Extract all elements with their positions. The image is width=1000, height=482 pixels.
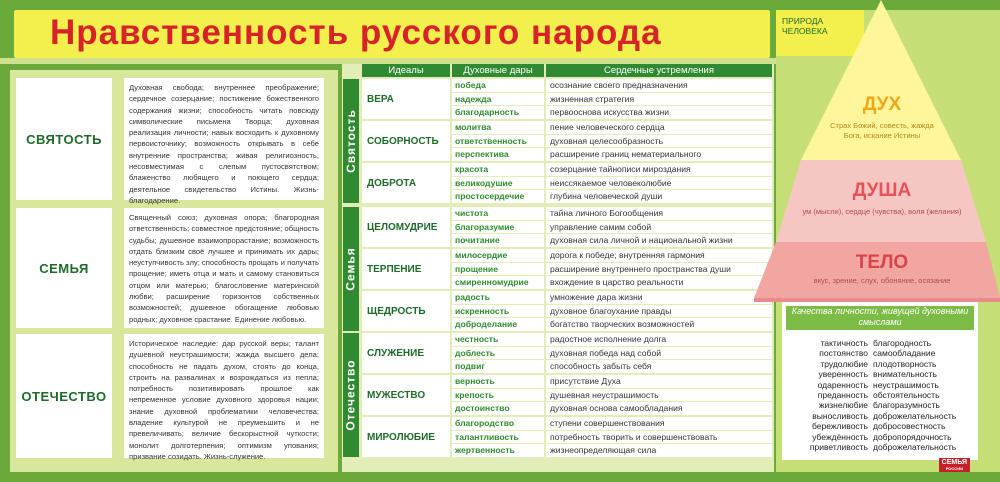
ideal-0-0: ВЕРА <box>362 79 450 119</box>
gift-2-0-0: честность <box>452 333 544 346</box>
gift-0-1-2: перспектива <box>452 148 544 161</box>
quality-right-2: плодотворность <box>873 358 937 369</box>
aspiration-1-1-2: вхождение в царство реальности <box>546 276 772 289</box>
gift-1-1-1: прощение <box>452 263 544 276</box>
quality-left-5: преданность <box>817 390 868 400</box>
quality-left-3: уверенность <box>818 369 868 380</box>
gift-1-0-2: почитание <box>452 234 544 247</box>
gift-2-2-2: жертвенность <box>452 444 544 457</box>
level-dusha-desc: ум (мысли), сердце (чувства), воля (желания) <box>802 207 962 216</box>
nature-line-2: ЧЕЛОВЕКА <box>782 26 828 36</box>
gift-0-0-0: победа <box>452 79 544 92</box>
aspiration-0-1-0: пение человеческого сердца <box>546 121 772 134</box>
gift-0-0-1: надежда <box>452 93 544 106</box>
gift-1-0-1: благоразумие <box>452 221 544 234</box>
gift-1-2-0: радость <box>452 291 544 304</box>
aspiration-2-2-1: потребность творить и совершенствовать <box>546 431 772 444</box>
gift-2-1-1: крепость <box>452 389 544 402</box>
table-header-0: Идеалы <box>362 64 450 77</box>
aspiration-2-1-1: душевная неустрашимость <box>546 389 772 402</box>
aspiration-2-2-2: жизнеопределяющая сила <box>546 444 772 457</box>
quality-left-9: убеждённость <box>812 431 868 442</box>
aspiration-2-0-0: радостное исполнение долга <box>546 333 772 346</box>
brand-logo <box>939 458 970 472</box>
card-text-2: Историческое наследие: дар русской веры; талант душевной неустрашимости; жажда высшего дела; способность не падать духом, стоять до конца, строить на развалинах и возрождаться из пепла; потребность позитивировать прошлое как непременное условие духовного здоровья нации; знание духовной проблематики человечества; владение культурой не преумеьшить и не превеличивать; величие бескорыстной чуткости; монолит долготерпения; оптимизм упования; призвание созидать. Жизнь-служение. <box>124 334 324 458</box>
quality-left-8: бережливость <box>812 421 868 432</box>
level-telo-desc: вкус, зрение, слух, обоняние, осязание <box>813 276 951 285</box>
gift-1-0-0: чистота <box>452 207 544 220</box>
aspiration-1-0-0: тайна личного Богообщения <box>546 207 772 220</box>
aspiration-1-2-0: умножение дара жизни <box>546 291 772 304</box>
ideal-2-1: МУЖЕСТВО <box>362 375 450 415</box>
gift-0-2-1: великодушие <box>452 177 544 190</box>
gift-1-2-2: доброделание <box>452 318 544 331</box>
ideal-0-2: ДОБРОТА <box>362 163 450 203</box>
aspiration-0-0-1: жизненная стратегия <box>546 93 772 106</box>
quality-right-8: добросовестность <box>873 421 946 432</box>
aspiration-1-0-1: управление самим собой <box>546 221 772 234</box>
aspiration-0-0-0: осознание своего предназначения <box>546 79 772 92</box>
ideal-1-0: ЦЕЛОМУДРИЕ <box>362 207 450 247</box>
gift-0-1-0: молитва <box>452 121 544 134</box>
gift-2-2-1: талантливость <box>452 431 544 444</box>
gift-0-2-2: простосердечие <box>452 190 544 203</box>
aspiration-0-1-2: расширение границ нематериального <box>546 148 772 161</box>
aspiration-2-2-0: ступени совершенствования <box>546 417 772 430</box>
group-label-text-1: Семья <box>344 247 358 291</box>
ideal-1-2: ЩЕДРОСТЬ <box>362 291 450 331</box>
level-duh-desc: Страх Божий, совесть, жажда Бога, искание Истины <box>830 121 934 140</box>
group-label-2 <box>343 333 359 457</box>
brand-name: СЕМЬЯ <box>941 459 967 466</box>
aspiration-1-2-2: богатство творческих возможностей <box>546 318 772 331</box>
card-text-0: Духовная свобода; внутреннее преображение; сердечное созерцание; постижение божественного содержания жизни; способность читать повсюду символические письмена Творца; духовная реализация личности; навык восходить к духовному первоисточнику; возможность открывать в себе внутренние пространства; живая религиозность, несовместимая с слепым пустосвятством; блаженство любящего и поющего сердца; деятельное свидетельство Истины. Жизнь-благодарение. <box>124 78 324 200</box>
aspiration-1-1-0: дорога к победе; внутренняя гармония <box>546 249 772 262</box>
quality-right-0: благородность <box>873 338 932 348</box>
aspiration-2-1-2: духовная основа самообладания <box>546 402 772 415</box>
aspiration-1-1-1: расширение внутреннего пространства души <box>546 263 772 276</box>
quality-right-10: доброжелательность <box>873 442 957 452</box>
quality-right-4: неустрашимость <box>873 379 939 390</box>
aspiration-2-0-1: духовная победа над собой <box>546 347 772 360</box>
group-label-0 <box>343 79 359 203</box>
level-dusha: ДУША <box>852 180 912 201</box>
quality-left-1: постоянство <box>819 348 868 359</box>
gift-0-1-1: ответственность <box>452 135 544 148</box>
group-label-text-0: Святость <box>344 109 358 173</box>
qualities-title: Качества личности, живущей духовными смыслами <box>786 306 974 330</box>
group-label-text-2: Отечество <box>344 359 359 431</box>
table-header-2: Сердечные устремления <box>546 64 772 77</box>
aspiration-2-0-2: способность забыть себя <box>546 360 772 373</box>
aspiration-1-2-1: духовное благоухание правды <box>546 305 772 318</box>
card-label-1: СЕМЬЯ <box>16 208 112 328</box>
ideal-2-2: МИРОЛЮБИЕ <box>362 417 450 457</box>
gift-0-0-2: благодарность <box>452 106 544 119</box>
quality-left-0: тактичность <box>820 338 868 348</box>
group-label-1 <box>343 207 359 331</box>
card-label-2: ОТЕЧЕСТВО <box>16 334 112 458</box>
aspiration-0-2-0: созерцание тайнописи мироздания <box>546 163 772 176</box>
quality-right-9: добропорядочность <box>873 431 952 442</box>
card-text-1: Священный союз; духовная опора; благородная ответственность; совместное предстояние; общность судьбы; душевное взаимопрорастание; возможность отдать близким своё лучшее и принимать их дары; неуступчивость злу; способность прощать и получать прощение; иметь отца и мать и самому становиться отцом или матерью; благословение материнской любви; расширение горизонтов собственных возможностей; душевное обогащение любовью родных; духовное срастание. Единение любовью. <box>124 208 324 328</box>
aspiration-1-0-2: духовная сила личной и национальной жизни <box>546 234 772 247</box>
table-header-1: Духовные дары <box>452 64 544 77</box>
gift-2-0-2: подвиг <box>452 360 544 373</box>
page-title: Нравственность русского народа <box>50 13 662 52</box>
ideal-2-0: СЛУЖЕНИЕ <box>362 333 450 373</box>
quality-right-3: внимательность <box>873 369 937 380</box>
ideal-0-1: СОБОРНОСТЬ <box>362 121 450 161</box>
aspiration-0-0-2: первооснова искусства жизни <box>546 106 772 119</box>
gift-1-2-1: искренность <box>452 305 544 318</box>
quality-right-5: обстоятельность <box>873 390 940 400</box>
level-duh: ДУХ <box>862 94 902 115</box>
gift-0-2-0: красота <box>452 163 544 176</box>
gift-1-1-2: смиренномудрие <box>452 276 544 289</box>
gift-2-1-0: верность <box>452 375 544 388</box>
level-telo: ТЕЛО <box>855 252 909 273</box>
aspiration-2-1-0: присутствие Духа <box>546 375 772 388</box>
nature-line-1: ПРИРОДА <box>782 16 824 26</box>
quality-left-4: одаренность <box>817 379 868 390</box>
aspiration-0-1-1: духовная целесообразность <box>546 135 772 148</box>
quality-left-6: жизнелюбие <box>818 400 868 411</box>
gift-2-2-0: благородство <box>452 417 544 430</box>
aspiration-0-2-2: глубина человеческой души <box>546 190 772 203</box>
quality-left-10: приветливость <box>809 442 868 452</box>
gift-2-0-1: доблесть <box>452 347 544 360</box>
gift-2-1-2: достоинство <box>452 402 544 415</box>
brand-sub: РОССИИ <box>945 466 963 471</box>
quality-right-7: доброжелательность <box>873 410 957 421</box>
ideal-1-1: ТЕРПЕНИЕ <box>362 249 450 289</box>
gift-1-1-0: милосердие <box>452 249 544 262</box>
quality-left-7: выносливость <box>812 410 868 421</box>
quality-right-1: самообладание <box>873 348 936 359</box>
card-label-0: СВЯТОСТЬ <box>16 78 112 200</box>
quality-right-6: благоразумность <box>873 400 940 411</box>
aspiration-0-2-1: неиссякаемое человеколюбие <box>546 177 772 190</box>
quality-left-2: трудолюбие <box>820 358 868 369</box>
